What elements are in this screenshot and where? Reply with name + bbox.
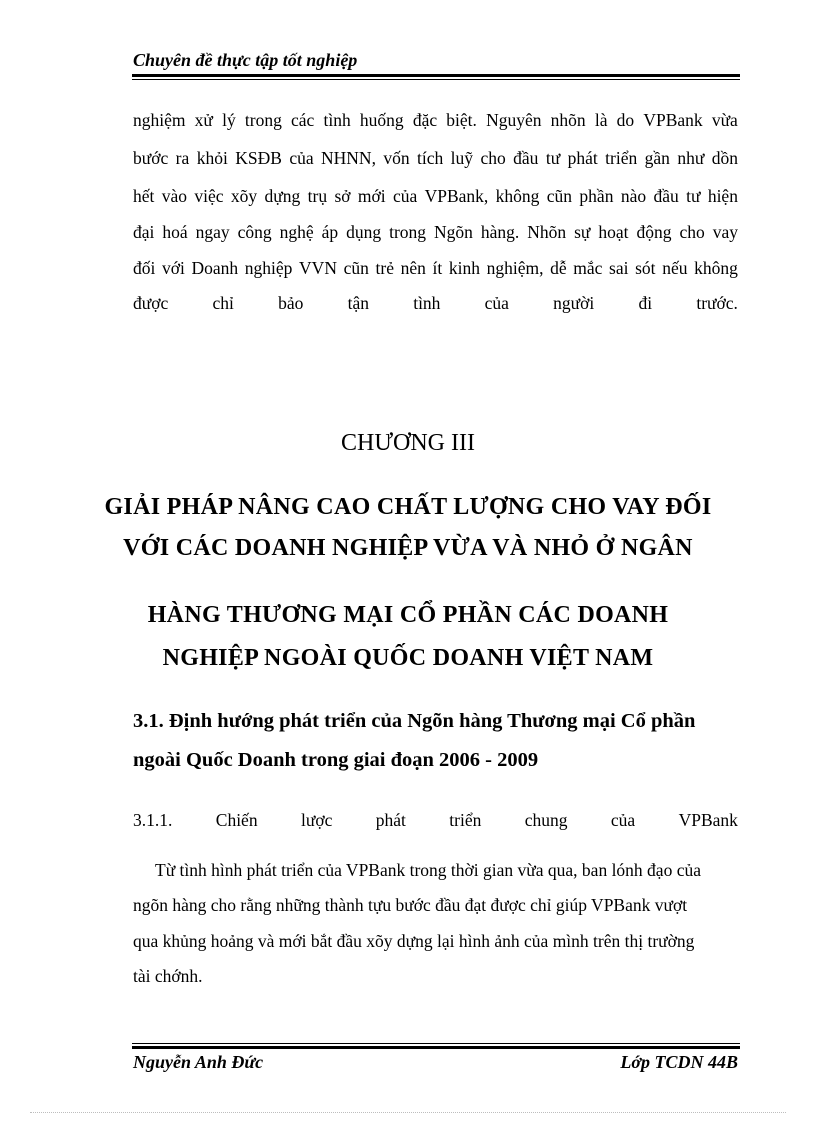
section-3-1-1-word: của <box>610 810 636 830</box>
word: hết <box>133 186 155 206</box>
paragraph1-last-word: người <box>553 293 595 313</box>
word: cũn <box>546 186 573 206</box>
word: xử <box>194 110 213 130</box>
paragraph1-line-2 <box>133 148 738 169</box>
word: việc <box>194 186 224 206</box>
word: NHNN, <box>321 148 376 168</box>
word: Ngõn <box>434 222 473 242</box>
section-3-1-1-word: chung <box>524 810 568 830</box>
word: không <box>694 258 738 278</box>
paragraph1-last-word: chỉ <box>212 293 234 313</box>
word: đại <box>133 222 155 242</box>
word: mới <box>357 186 386 206</box>
word: VPBank <box>643 110 703 130</box>
word: trong <box>389 222 427 242</box>
word: vừa <box>711 110 738 130</box>
paragraph1-last-word: tình <box>413 293 441 313</box>
section-3-1-1-word: Chiến <box>215 810 258 830</box>
word: vào <box>161 186 188 206</box>
footer-rule-thick <box>132 1046 740 1049</box>
word: nếu <box>662 258 688 278</box>
word: ngay <box>195 222 230 242</box>
word: VPBank, <box>424 186 489 206</box>
word: dễ <box>550 258 567 278</box>
word: không <box>495 186 540 206</box>
paragraph2-line-4: tài chớnh. <box>133 966 203 986</box>
word: động <box>636 222 672 242</box>
word: sai <box>609 258 629 278</box>
word: Nhõn <box>527 222 567 242</box>
paragraph1-line-3 <box>133 186 738 207</box>
paragraph2-line-1: Từ tình hình phát triển của VPBank trong thời gian vừa qua, ban lónh đạo của <box>155 860 701 880</box>
page-bottom-dotted-line <box>30 1112 786 1113</box>
paragraph2-line-3: qua khủng hoảng và mới bắt đầu xõy dựng lại hình ảnh của mình trên thị trường <box>133 931 695 951</box>
word: phần <box>579 186 614 206</box>
word: kinh <box>448 258 480 278</box>
section-3-1-1-word: lược <box>300 810 333 830</box>
chapter-title-line-2: VỚI CÁC DOANH NGHIỆP VỪA VÀ NHỎ Ở NGÂN <box>123 535 693 561</box>
word: lý <box>222 110 236 130</box>
word: luỹ <box>450 148 474 168</box>
chapter-title-line-1: GIẢI PHÁP NÂNG CAO CHẤT LƯỢNG CHO VAY ĐỐI <box>104 494 712 520</box>
word: gần <box>644 148 670 168</box>
footer-rule-thin <box>132 1043 740 1044</box>
word: hàng. <box>480 222 520 242</box>
word: cho <box>679 222 705 242</box>
word: tư <box>545 148 561 168</box>
word: của <box>289 148 314 168</box>
word: cũn <box>343 258 369 278</box>
word: hoá <box>162 222 188 242</box>
word: mắc <box>573 258 603 278</box>
paragraph1-last-word: tận <box>347 293 369 313</box>
word: triển <box>605 148 638 168</box>
section-3-1-heading-line-1: 3.1. Định hướng phát triển của Ngõn hàng Thương mại Cổ phần <box>133 710 696 732</box>
paragraph1-last-word: của <box>484 293 509 313</box>
paragraph1-last-word: đi <box>638 293 653 313</box>
word: trụ <box>307 186 328 206</box>
chapter-title-line-4: NGHIỆP NGOÀI QUỐC DOANH VIỆT NAM <box>162 645 654 671</box>
word: vay <box>712 222 738 242</box>
header-rule-thin <box>132 79 740 80</box>
word: dụng <box>346 222 382 242</box>
word: trong <box>244 110 282 130</box>
header-rule-thick <box>132 74 740 77</box>
word: dồn <box>711 148 738 168</box>
word: tình <box>323 110 351 130</box>
section-3-1-1-word: VPBank <box>678 810 738 830</box>
chapter-label: CHƯƠNG III <box>341 430 475 456</box>
word: nghiệp <box>244 258 293 278</box>
word: tư <box>686 186 701 206</box>
paragraph1-last-word: được <box>133 293 169 313</box>
word: với <box>162 258 185 278</box>
word: nhõn <box>550 110 586 130</box>
section-3-1-1-heading <box>133 810 738 831</box>
word: phát <box>567 148 598 168</box>
word: đặc <box>412 110 438 130</box>
word: cho <box>480 148 506 168</box>
word: xõy <box>230 186 258 206</box>
word: công <box>237 222 272 242</box>
word: nghiệm <box>133 110 186 130</box>
word: tích <box>417 148 444 168</box>
word: đầu <box>513 148 539 168</box>
word: nên <box>400 258 426 278</box>
chapter-title-line-3: HÀNG THƯƠNG MẠI CỔ PHẦN CÁC DOANH <box>147 602 669 628</box>
section-3-1-1-word: triển <box>449 810 482 830</box>
paragraph1-line-4 <box>133 222 738 243</box>
word: KSĐB <box>235 148 282 168</box>
word: dựng <box>264 186 301 206</box>
paragraph2-line-2: ngõn hàng cho rằng những thành tựu bước đầu đạt được chỉ giúp VPBank vượt <box>133 895 688 915</box>
section-3-1-1-word: 3.1.1. <box>133 810 173 830</box>
word: là <box>594 110 608 130</box>
word: bước <box>133 148 169 168</box>
section-3-1-heading-line-2: ngoài Quốc Doanh trong giai đoạn 2006 - 2009 <box>133 749 539 771</box>
paragraph1-last-word: bảo <box>278 293 304 313</box>
paragraph1-last-word: trước. <box>696 293 738 313</box>
word: sự <box>574 222 591 242</box>
footer-author: Nguyễn Anh Đức <box>133 1052 264 1072</box>
paragraph1-line-5 <box>133 258 738 279</box>
paragraph1-last-line <box>133 293 738 314</box>
footer-class-label: Lớp TCDN 44B <box>620 1052 738 1072</box>
paragraph1-line-1 <box>133 110 738 131</box>
word: nghiệm, <box>486 258 544 278</box>
word: ít <box>432 258 443 278</box>
word: vốn <box>383 148 410 168</box>
word: sót <box>635 258 656 278</box>
word: huống <box>359 110 404 130</box>
word: áp <box>321 222 339 242</box>
word: do <box>616 110 635 130</box>
word: sở <box>334 186 351 206</box>
word: các <box>291 110 315 130</box>
word: VVN <box>299 258 337 278</box>
word: ra <box>175 148 190 168</box>
word: nghệ <box>279 222 314 242</box>
section-3-1-1-word: phát <box>375 810 406 830</box>
word: hiện <box>707 186 738 206</box>
word: như <box>677 148 705 168</box>
word: hoạt <box>598 222 629 242</box>
word: trẻ <box>375 258 394 278</box>
word: của <box>392 186 418 206</box>
word: biệt. <box>446 110 477 130</box>
word: đối <box>133 258 156 278</box>
word: đầu <box>653 186 679 206</box>
word: Nguyên <box>486 110 542 130</box>
header-title: Chuyên đề thực tập tốt nghiệp <box>133 50 358 70</box>
word: Doanh <box>191 258 239 278</box>
word: nào <box>620 186 647 206</box>
word: khỏi <box>196 148 228 168</box>
